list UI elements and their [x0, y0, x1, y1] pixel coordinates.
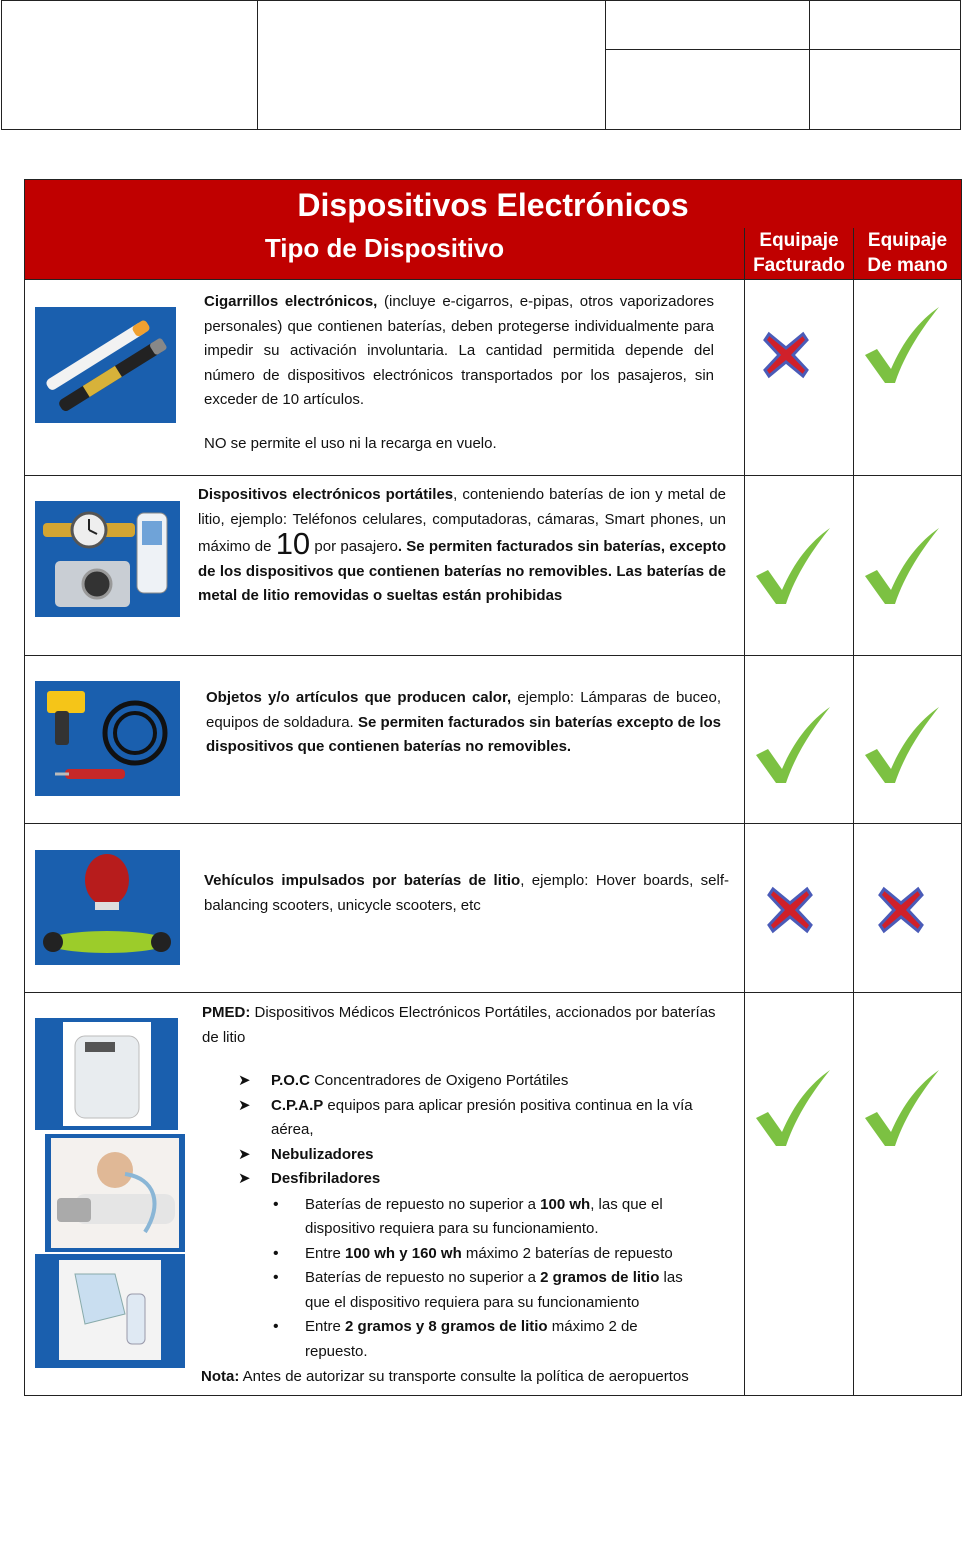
row-text: ejemplo: Lámparas de buceo, equipos de soldadura. — [206, 689, 721, 731]
row-text: Dispositivos Médicos Electrónicos Portátiles, accionados por baterías de litio — [202, 1004, 716, 1046]
row-title: Dispositivos electrónicos portátiles — [198, 486, 454, 503]
checkmark-icon — [861, 1068, 943, 1155]
column-divider — [744, 228, 745, 1395]
checkmark-icon — [752, 526, 834, 613]
item-text: equipos para aplicar presión positiva continua en la vía aérea, — [271, 1096, 693, 1138]
column-header-carry-on — [853, 228, 961, 279]
cross-icon — [765, 885, 815, 940]
header-line: Facturado — [753, 255, 845, 276]
nebulizer-image — [35, 1254, 185, 1368]
header-divider — [809, 1, 810, 129]
e-cigarette-image — [35, 307, 176, 423]
row-divider — [25, 475, 961, 476]
checkmark-icon — [752, 1068, 834, 1155]
row-title: Vehículos impulsados por baterías de litio — [204, 872, 521, 889]
portable-electronics-image — [35, 501, 180, 617]
hoverboard-image — [35, 850, 180, 965]
header-line: De mano — [867, 255, 948, 276]
note-text: Antes de autorizar su transporte consulte la política de aeropuertos — [239, 1368, 689, 1385]
row-description — [204, 869, 729, 918]
row-text-bold: . Se permiten facturados sin baterías, excepto de los dispositivos que contienen baterías no removibles. Las baterías de metal de litio removidas o sueltas están prohibidas — [198, 538, 726, 604]
table-title: Dispositivos Electrónicos — [25, 180, 961, 228]
checkmark-icon — [752, 705, 834, 792]
item-text-bold: 100 wh y 160 wh — [345, 1244, 462, 1262]
list-item — [269, 1242, 689, 1267]
item-text: Baterías de repuesto no superior a — [305, 1195, 541, 1213]
item-text-bold: 2 gramos de litio — [540, 1269, 660, 1286]
list-item: ➤ C.P.A.P equipos para aplicar presión positiva continua en la vía aérea, — [238, 1096, 693, 1138]
oxygen-concentrator-image — [35, 1018, 178, 1130]
list-item — [269, 1315, 689, 1364]
header-divider — [257, 1, 258, 129]
row-title: Objetos y/o artículos que producen calor, — [206, 689, 512, 706]
header-divider — [605, 1, 606, 129]
row-text: (incluye e-cigarros, e-pipas, otros vaporizadores personales) que contienen baterías, deben protegerse individualmente para impedir su activación involuntaria. La cantidad permitida depende del número de dispositivos electrónicos transportados por los pasajeros, sin exceder de 10 artículos. — [204, 293, 714, 408]
row-divider — [25, 992, 961, 993]
row-text: , conteniendo baterías de ion y metal de litio, ejemplo: Teléfonos celulares, computadoras, cámaras, Smart phones, un máximo de — [198, 486, 727, 555]
note-label: Nota: — [201, 1368, 240, 1385]
list-item — [269, 1193, 689, 1242]
item-label: P.O.C — [271, 1072, 310, 1089]
row-title: Cigarrillos electrónicos, — [204, 293, 378, 310]
row-divider — [25, 823, 961, 824]
item-label: Desfibriladores — [271, 1170, 381, 1187]
checkmark-icon — [861, 305, 943, 392]
row-divider — [25, 279, 961, 280]
row-note: NO se permite el uso ni la recarga en vuelo. — [204, 434, 497, 452]
list-item: ➤ Nebulizadores — [238, 1145, 374, 1163]
cross-icon — [761, 330, 811, 385]
item-text: , las que el dispositivo requiera para su funcionamiento. — [305, 1195, 663, 1237]
column-header-device-type: Tipo de Dispositivo — [25, 228, 744, 279]
list-item: ➤ P.O.C Concentradores de Oxigeno Portátiles — [238, 1072, 569, 1089]
item-label: Nebulizadores — [271, 1145, 374, 1163]
item-text: Entre — [305, 1244, 346, 1262]
item-text: máximo 2 baterías de repuesto — [461, 1244, 673, 1262]
row-title: PMED: — [202, 1004, 251, 1021]
pmed-list — [238, 1069, 722, 1192]
row-text-bold: Se permiten facturados sin baterías excepto de los dispositivos que contienen baterías no removibles. — [206, 713, 721, 755]
item-text-bold: 100 wh — [540, 1195, 591, 1213]
row-description — [204, 290, 714, 456]
checkmark-icon — [861, 705, 943, 792]
item-text: Entre — [305, 1318, 346, 1335]
list-item — [269, 1266, 689, 1315]
row-text: , ejemplo: Hover boards, self-balancing scooters, unicycle scooters, etc — [204, 872, 729, 914]
row-description — [198, 483, 726, 609]
heat-producing-tools-image — [35, 681, 180, 796]
item-text: máximo 2 de repuesto. — [305, 1318, 638, 1360]
cross-icon — [876, 885, 926, 940]
item-text-bold: 2 gramos y 8 gramos de litio — [345, 1318, 548, 1335]
row-text: por pasajero — [310, 538, 398, 555]
item-text: las que el dispositivo requiera para su funcionamiento — [305, 1269, 683, 1311]
checkmark-icon — [861, 526, 943, 613]
item-label: C.P.A.P — [271, 1096, 324, 1114]
footnote — [187, 1365, 705, 1389]
header-line: Equipaje — [759, 230, 839, 251]
document-header-grid — [1, 0, 961, 130]
list-item: ➤ Desfibriladores — [238, 1170, 381, 1187]
cpap-image — [45, 1134, 185, 1252]
item-text: Baterías de repuesto no superior a — [305, 1269, 541, 1286]
item-text: Concentradores de Oxigeno Portátiles — [309, 1072, 569, 1089]
row-divider — [25, 655, 961, 656]
column-divider — [853, 228, 854, 1395]
battery-rules-list — [269, 1193, 689, 1365]
column-header-checked-baggage — [744, 228, 853, 279]
row-description — [202, 1001, 722, 1364]
max-quantity: 10 — [275, 526, 311, 561]
header-line: Equipaje — [867, 230, 948, 251]
row-description — [206, 686, 721, 760]
devices-table — [24, 179, 962, 1396]
header-divider — [605, 49, 960, 50]
